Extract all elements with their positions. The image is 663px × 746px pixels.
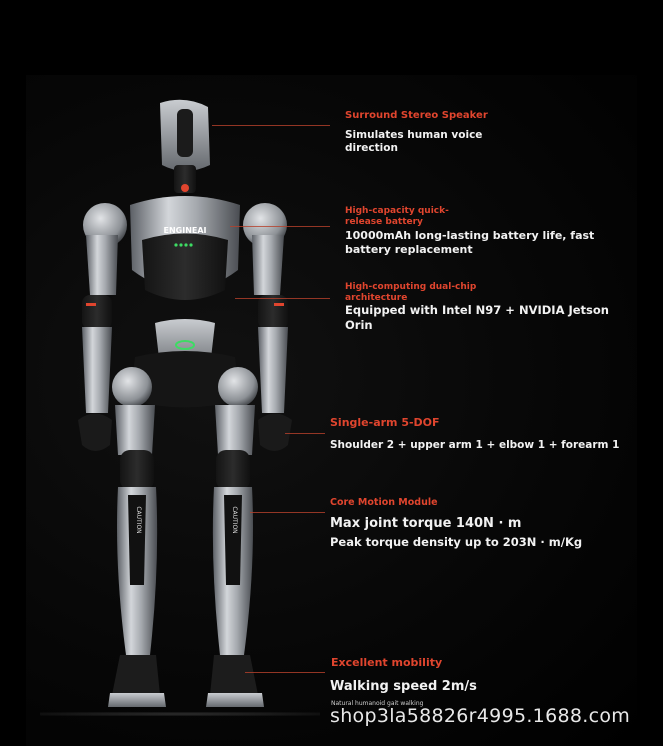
- brand-logo: ENGINEAI: [163, 226, 207, 235]
- leg-warning-label: CAUTION: [231, 506, 238, 534]
- callout-title-chip-line1: High-computing dual-chip: [345, 282, 477, 292]
- callout-title-battery-line2: release battery: [345, 217, 423, 227]
- leader-line-battery: [230, 226, 330, 227]
- callout-title-speaker: Surround Stereo Speaker: [345, 110, 488, 121]
- leg-warning-label: CAUTION: [135, 506, 142, 534]
- callout-desc-battery-line1: 10000mAh long-lasting battery life, fast: [345, 229, 595, 242]
- callout-title-motion: Core Motion Module: [330, 497, 438, 508]
- callout-desc-motion-line1: Max joint torque 140N · m: [330, 516, 522, 531]
- callout-desc-speaker-line2: direction: [345, 142, 398, 154]
- callout-title-arm: Single-arm 5-DOF: [330, 416, 440, 429]
- leader-line-speaker: [212, 125, 330, 126]
- robot-head: [160, 100, 210, 193]
- right-hip-joint: [218, 367, 258, 407]
- callout-desc-speaker-line1: Simulates human voice: [345, 129, 483, 141]
- leader-line-motion: [250, 512, 325, 513]
- callout-note-mobility: Natural humanoid gait walking: [331, 700, 424, 707]
- callout-desc-chip-line2: Orin: [345, 318, 373, 332]
- callout-desc-mobility: Walking speed 2m/s: [330, 679, 477, 694]
- leader-line-mobility: [245, 672, 325, 673]
- callout-desc-chip-line1: Equipped with Intel N97 + NVIDIA Jetson: [345, 303, 609, 317]
- leader-line-arm: [285, 433, 325, 434]
- callout-desc-motion-line2: Peak torque density up to 203N · m/Kg: [330, 535, 583, 549]
- leader-line-chip: [235, 298, 330, 299]
- callout-title-chip-line2: architecture: [345, 293, 408, 303]
- humanoid-robot-image: [60, 95, 310, 715]
- callout-title-mobility: Excellent mobility: [331, 656, 443, 669]
- callout-desc-battery-line2: battery replacement: [345, 243, 473, 256]
- robot-left-leg: [108, 405, 166, 707]
- callout-title-battery-line1: High-capacity quick-: [345, 206, 449, 216]
- callout-desc-arm: Shoulder 2 + upper arm 1 + elbow 1 + forearm 1: [330, 439, 620, 451]
- robot-right-leg: [206, 405, 264, 707]
- watermark-url: shop3la58826r4995.1688.com: [330, 705, 631, 727]
- left-hip-joint: [112, 367, 152, 407]
